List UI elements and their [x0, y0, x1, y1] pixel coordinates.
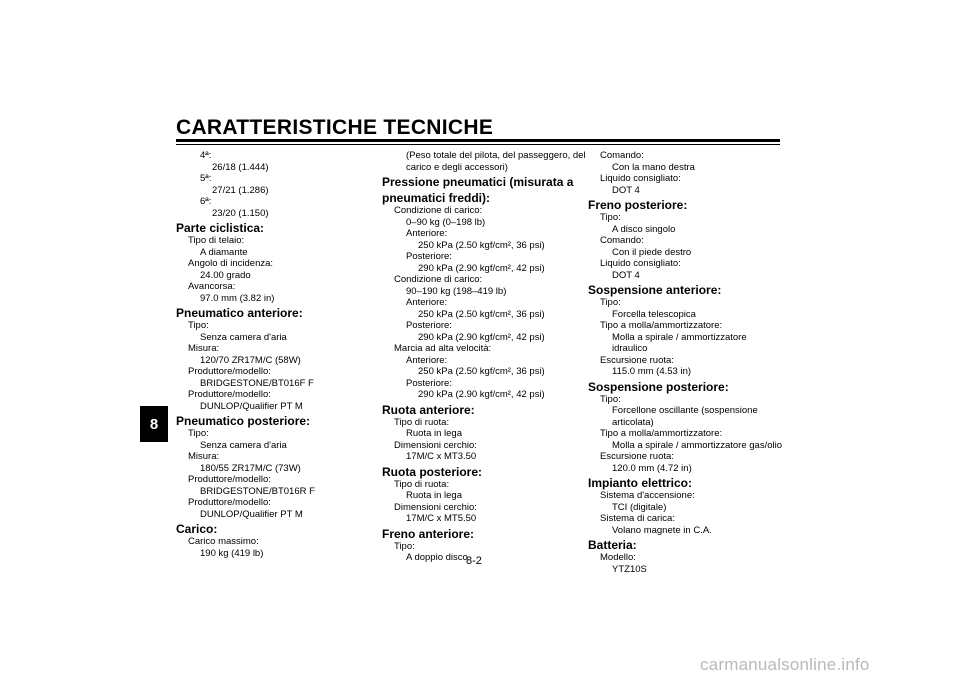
page-title: CARATTERISTICHE TECNICHE: [176, 116, 494, 139]
spec-line: Produttore/modello:: [188, 389, 271, 400]
section-heading: Pressione pneumatici (misurata a: [382, 175, 574, 189]
spec-line: Posteriore:: [406, 251, 452, 262]
spec-line: 17M/C x MT3.50: [406, 451, 477, 462]
spec-line: 120/70 ZR17M/C (58W): [200, 354, 301, 366]
spec-line: Posteriore:: [406, 320, 452, 331]
spec-line: Produttore/modello:: [188, 474, 271, 485]
spec-line: Molla a spirale / ammortizzatore gas/olio: [612, 439, 783, 451]
spec-line: Comando:: [600, 150, 644, 161]
spec-line: 190 kg (419 lb): [200, 547, 264, 559]
spec-line: TCI (digitale): [612, 501, 667, 513]
spec-line: Tipo:: [188, 320, 209, 331]
spec-line: 0–90 kg (0–198 lb): [406, 216, 486, 228]
spec-line: BRIDGESTONE/BT016F F: [200, 377, 314, 389]
spec-line: Dimensioni cerchio:: [394, 501, 477, 513]
spec-line: Tipo:: [394, 540, 415, 552]
spec-line: 5ª:: [200, 173, 212, 184]
spec-line: 290 kPa (2.90 kgf/cm², 42 psi): [418, 389, 545, 400]
spec-line: articolata): [612, 416, 654, 428]
spec-line: Molla a spirale / ammortizzatore idraulico: [612, 331, 747, 354]
header-rule-thin: [176, 144, 780, 145]
spec-line: Marcia ad alta velocità:: [394, 343, 492, 354]
spec-line: Anteriore:: [406, 228, 448, 239]
spec-line: Misura:: [188, 343, 220, 354]
spec-line: 24.00 grado: [200, 269, 251, 281]
spec-line: 290 kPa (2.90 kgf/cm², 42 psi): [418, 262, 545, 274]
spec-line: Condizione di carico:: [394, 274, 483, 285]
spec-line: 250 kPa (2.50 kgf/cm², 36 psi): [418, 366, 545, 377]
spec-line: Tipo di ruota:: [394, 416, 450, 428]
spec-line: DOT 4: [612, 269, 640, 281]
header-rule-thick: [176, 139, 780, 142]
spec-line: Dimensioni cerchio:: [394, 439, 477, 451]
spec-line: (Peso totale del pilota, del passeggero, del: [406, 150, 586, 161]
spec-line: Forcella telescopica: [612, 308, 696, 320]
spec-line: 6ª:: [200, 196, 212, 207]
spec-line: Con il piede destro: [612, 246, 692, 258]
section-tab: 8: [140, 406, 168, 442]
spec-line: DOT 4: [612, 184, 640, 196]
section-heading: Freno posteriore:: [588, 198, 688, 212]
section-heading: Ruota posteriore:: [382, 464, 483, 479]
spec-line: A disco singolo: [612, 223, 676, 235]
spec-line: Sistema d'accensione:: [600, 490, 695, 501]
section-heading: Sospensione posteriore:: [588, 379, 729, 394]
section-heading: Freno anteriore:: [382, 526, 475, 541]
spec-line: 250 kPa (2.50 kgf/cm², 36 psi): [418, 239, 545, 251]
spec-line: 250 kPa (2.50 kgf/cm², 36 psi): [418, 308, 545, 320]
spec-line: A diamante: [200, 246, 248, 258]
spec-line: A doppio disco: [406, 552, 468, 563]
spec-line: Tipo:: [188, 428, 209, 439]
spec-line: Tipo di telaio:: [188, 235, 245, 246]
section-heading: Pneumatico anteriore:: [176, 306, 303, 320]
spec-line: Anteriore:: [406, 297, 448, 308]
spec-line: Sistema di carica:: [600, 513, 675, 524]
watermark: carmanualsonline.info: [700, 655, 870, 674]
spec-line: Liquido consigliato:: [600, 258, 681, 269]
spec-line: Escursione ruota:: [600, 354, 674, 366]
spec-line: Comando:: [600, 235, 644, 246]
spec-line: Misura:: [188, 451, 220, 462]
spec-line: Angolo di incidenza:: [188, 258, 274, 269]
section-heading: Sospensione anteriore:: [588, 283, 722, 297]
section-heading: Parte ciclistica:: [176, 221, 265, 235]
spec-column-3: [588, 150, 784, 575]
spec-line: Modello:: [600, 552, 636, 563]
spec-line: Anteriore:: [406, 354, 448, 366]
spec-line: 26/18 (1.444): [212, 161, 269, 173]
spec-line: 97.0 mm (3.82 in): [200, 292, 275, 304]
spec-line: Liquido consigliato:: [600, 173, 681, 184]
section-heading: Batteria:: [588, 538, 637, 552]
spec-line: Escursione ruota:: [600, 451, 674, 462]
spec-line: Con la mano destra: [612, 161, 695, 173]
spec-line: Posteriore:: [406, 377, 452, 389]
spec-line: 290 kPa (2.90 kgf/cm², 42 psi): [418, 331, 545, 343]
spec-line: 115.0 mm (4.53 in): [612, 366, 692, 377]
section-heading: Carico:: [176, 522, 218, 536]
spec-column-2: [382, 150, 588, 564]
spec-line: YTZ10S: [612, 563, 647, 575]
spec-line: Tipo a molla/ammortizzatore:: [600, 428, 723, 439]
spec-line: Tipo:: [600, 212, 621, 223]
spec-line: 180/55 ZR17M/C (73W): [200, 462, 301, 474]
spec-column-1: [176, 150, 372, 559]
spec-line: Tipo:: [600, 393, 621, 405]
spec-line: 90–190 kg (198–419 lb): [406, 285, 507, 297]
spec-line: DUNLOP/Qualifier PT M: [200, 508, 303, 520]
section-heading: Ruota anteriore:: [382, 402, 475, 417]
spec-line: Senza camera d'aria: [200, 331, 287, 343]
spec-line: Condizione di carico:: [394, 205, 483, 216]
section-heading: Impianto elettrico:: [588, 476, 693, 490]
spec-line: Produttore/modello:: [188, 366, 271, 377]
spec-line: BRIDGESTONE/BT016R F: [200, 485, 315, 497]
spec-line: 27/21 (1.286): [212, 184, 269, 196]
spec-line: Produttore/modello:: [188, 497, 271, 508]
spec-line: DUNLOP/Qualifier PT M: [200, 400, 303, 412]
page-number: 8-2: [466, 555, 482, 567]
spec-line: 17M/C x MT5.50: [406, 513, 477, 524]
spec-line: Tipo di ruota:: [394, 478, 450, 490]
spec-line: 23/20 (1.150): [212, 207, 269, 219]
spec-line: Carico massimo:: [188, 536, 259, 547]
spec-line: Tipo a molla/ammortizzatore:: [600, 320, 723, 331]
spec-line: Avancorsa:: [188, 281, 236, 292]
section-heading: Pneumatico posteriore:: [176, 414, 311, 428]
section-heading: pneumatici freddi):: [382, 191, 491, 205]
spec-line: Senza camera d'aria: [200, 439, 287, 451]
spec-line: Volano magnete in C.A.: [612, 524, 712, 536]
spec-line: Ruota in lega: [406, 490, 462, 501]
spec-line: Tipo:: [600, 297, 621, 308]
spec-line: 4ª:: [200, 150, 212, 161]
spec-line: Forcellone oscillante (sospensione: [612, 405, 758, 416]
spec-line: Ruota in lega: [406, 428, 462, 439]
spec-line: carico e degli accessori): [406, 161, 508, 173]
spec-line: 120.0 mm (4.72 in): [612, 462, 692, 474]
